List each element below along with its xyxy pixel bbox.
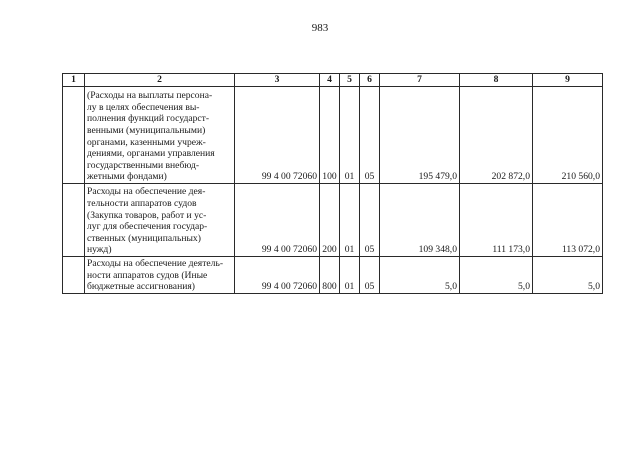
expense-type-cell: 200 xyxy=(320,184,340,257)
table-header-row xyxy=(63,74,603,87)
description-cell: Расходы на обеспечение дея- тельности аппаратов судов (Закупка товаров, работ и ус- луг для обеспечения государ- ственных (муниципальных) нужд) xyxy=(85,184,235,257)
target-article-cell: 99 4 00 72060 xyxy=(235,257,320,294)
expense-type-cell: 800 xyxy=(320,257,340,294)
section-cell: 01 xyxy=(340,184,360,257)
header-cell: 3 xyxy=(235,74,320,87)
amount-col7-cell: 109 348,0 xyxy=(380,184,460,257)
section-cell: 01 xyxy=(340,87,360,184)
header-cell: 1 xyxy=(63,74,85,87)
amount-col8-cell: 5,0 xyxy=(460,257,533,294)
target-article-cell: 99 4 00 72060 xyxy=(235,87,320,184)
row-index-cell xyxy=(63,257,85,294)
target-article-cell: 99 4 00 72060 xyxy=(235,184,320,257)
row-index-cell xyxy=(63,184,85,257)
description-cell: Расходы на обеспечение деятель- ности аппаратов судов (Иные бюджетные ассигнования) xyxy=(85,257,235,294)
amount-col9-cell: 210 560,0 xyxy=(533,87,603,184)
subsection-cell: 05 xyxy=(360,87,380,184)
description-cell: (Расходы на выплаты персона- лу в целях обеспечения вы- полнения функций государст- венными (муниципальными) органами, казенными учреж- дениями, органами управления государственными внебюд- жетными фондами) xyxy=(85,87,235,184)
budget-table xyxy=(62,73,603,294)
table-row xyxy=(63,87,603,184)
amount-col9-cell: 5,0 xyxy=(533,257,603,294)
header-cell: 2 xyxy=(85,74,235,87)
amount-col8-cell: 202 872,0 xyxy=(460,87,533,184)
row-index-cell xyxy=(63,87,85,184)
amount-col7-cell: 195 479,0 xyxy=(380,87,460,184)
subsection-cell: 05 xyxy=(360,184,380,257)
header-cell: 4 xyxy=(320,74,340,87)
header-cell: 8 xyxy=(460,74,533,87)
header-cell: 5 xyxy=(340,74,360,87)
header-cell: 7 xyxy=(380,74,460,87)
table-row xyxy=(63,184,603,257)
expense-type-cell: 100 xyxy=(320,87,340,184)
table-row xyxy=(63,257,603,294)
subsection-cell: 05 xyxy=(360,257,380,294)
amount-col8-cell: 111 173,0 xyxy=(460,184,533,257)
section-cell: 01 xyxy=(340,257,360,294)
header-cell: 6 xyxy=(360,74,380,87)
amount-col7-cell: 5,0 xyxy=(380,257,460,294)
amount-col9-cell: 113 072,0 xyxy=(533,184,603,257)
header-cell: 9 xyxy=(533,74,603,87)
page-number: 983 xyxy=(311,22,329,34)
